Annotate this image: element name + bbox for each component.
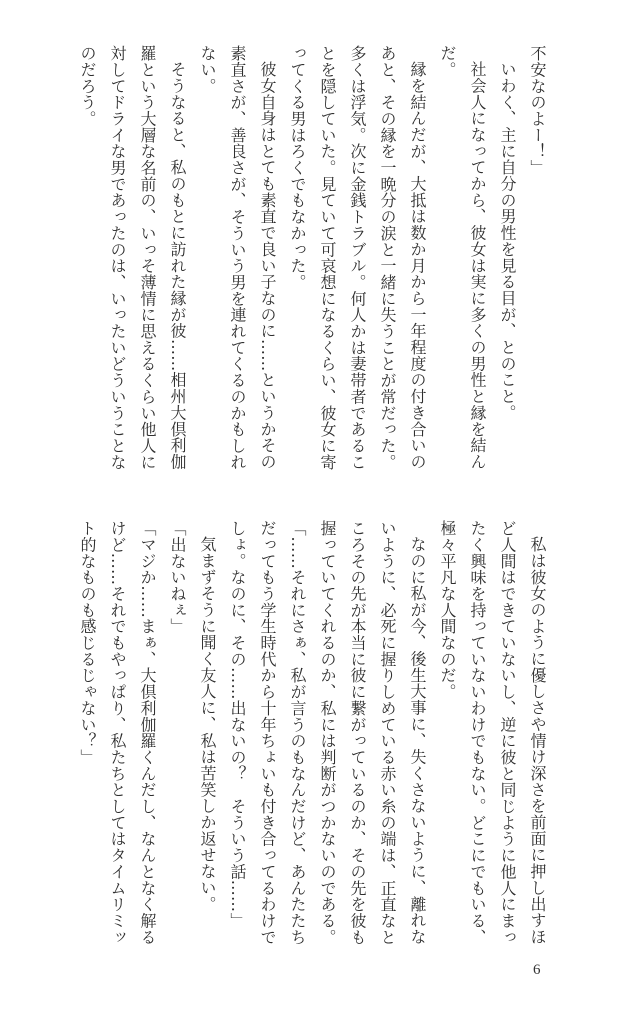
text-column: 多くは浮気。次に金銭トラブル。何人かは妻帯者であるこ [348, 45, 367, 471]
text-column: のだろう。 [78, 45, 97, 127]
text-column: だ。 [438, 45, 457, 78]
text-column: なのに私が今、後生大事に、失くさないように、離れな [408, 536, 427, 945]
text-column: 「マジか……まぁ、大倶利伽羅くんだし、なんとなく解る [138, 520, 157, 946]
text-column: そうなると、私のもとに訪れた縁が彼……相州大倶利伽 [168, 61, 187, 470]
text-column: あと、その縁を一晩分の涙と一緒に失うことが常だった。 [378, 45, 397, 471]
text-column: 素直さが、善良さが、そういう男を連れてくるのかもしれ [228, 45, 247, 471]
page-number: 6 [533, 962, 541, 978]
text-column: ころその先が本当に彼に繋がっているのか、その先を彼も [348, 520, 367, 946]
text-column: 対してドライな男であったのは、いったいどういうことな [108, 45, 127, 471]
text-column: だってもう学生時代から十年ちょいも付き合ってるわけで [258, 520, 277, 946]
text-column: ない。 [198, 45, 217, 95]
text-column: 私は彼女のように優しさや情け深さを前面に押し出すほ [528, 536, 547, 945]
text-column: 彼女自身はとても素直で良い子なのに……というかその [258, 61, 277, 470]
text-column: ど人間はできていないし、逆に彼と同じように他人にまっ [498, 520, 517, 946]
text-column: ト的なものも感じるじゃない？」 [78, 520, 97, 766]
text-column: いように、必死に握りしめている赤い糸の端は、正直なと [378, 520, 397, 946]
text-column: 握っていてくれるのか、私には判断がつかないのである。 [318, 520, 337, 946]
text-column: ってくる男はろくでもなかった。 [288, 45, 307, 291]
text-column: 不安なのよー！」 [528, 45, 547, 176]
text-column: とを隠していた。見ていて可哀想になるくらい、彼女に寄 [318, 45, 337, 471]
text-column: しょ。なのに、その……出ないの？ そういう話……」 [228, 520, 247, 929]
text-column: 極々平凡な人間なのだ。 [438, 520, 457, 700]
text-column: 社会人になってから、彼女は実に多くの男性と縁を結ん [468, 61, 487, 470]
text-column: 「出ないねぇ」 [168, 520, 187, 635]
text-column: けど……それでもやっぱり、私たちとしてはタイムリミッ [108, 520, 127, 946]
top-text-block [72, 45, 552, 477]
text-column: いわく、主に自分の男性を見る目が、とのこと。 [498, 61, 517, 421]
text-column: 縁を結んだが、大抵は数か月から一年程度の付き合いの [408, 61, 427, 470]
text-column: 気まずそうに聞く友人に、私は苦笑しか返せない。 [198, 536, 217, 913]
text-column: たく興味を持っていないわけでもない。どこにでもいる、 [468, 520, 487, 946]
text-column: 羅という大層な名前の、いっそ薄情に思えるくらい他人に [138, 45, 157, 471]
bottom-text-block [72, 520, 552, 952]
text-column: 「……それにさぁ、私が言うのもなんだけど、あんたたち [288, 520, 307, 946]
